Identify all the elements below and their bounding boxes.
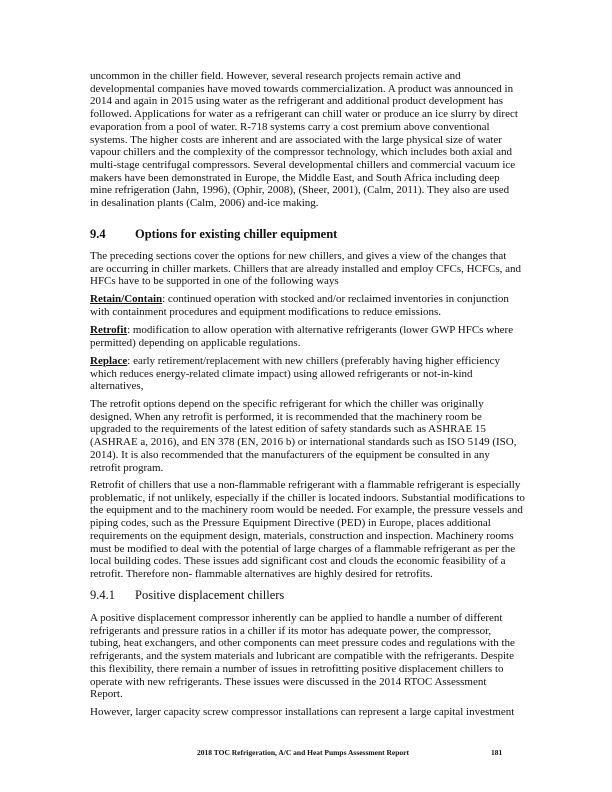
option-retain-contain bbox=[90, 293, 530, 318]
text-line: refrigerants, and the system materials and lubricant are compatible with the refrigerants. Despite bbox=[90, 650, 514, 663]
paragraph-retrofit-options bbox=[90, 398, 530, 474]
footer-report-title: 2018 TOC Refrigeration, A/C and Heat Pumps Assessment Report bbox=[197, 748, 410, 757]
page-number: 181 bbox=[491, 748, 503, 757]
section-number: 9.4.1 bbox=[90, 588, 115, 602]
section-number: 9.4 bbox=[90, 227, 106, 241]
text-line: with containment procedures and equipment modifications to reduce emissions. bbox=[90, 305, 441, 318]
text-line: the equipment and to the machinery room would be needed. For example, the pressure vessels and bbox=[90, 504, 523, 517]
text-line: 2014). It is also recommended that the manufacturers of the equipment be consulted in any bbox=[90, 448, 490, 461]
text-line: retrofit. Therefore non- flammable alternatives are highly desired for retrofits. bbox=[90, 567, 433, 580]
paragraph-screw-compressor bbox=[90, 706, 530, 719]
section-heading-9-4-1 bbox=[90, 589, 530, 602]
text-line: this flexibility, there remain a number of issues in retrofitting positive displacement chillers to bbox=[90, 662, 504, 675]
text-line: multi-stage centrifugal compressors. Several developmental chillers and commercial vacuum ice bbox=[90, 158, 516, 171]
text-line: are occurring in chiller markets. Chillers that are already installed and employ CFCs, HCFCs, and bbox=[90, 262, 522, 275]
term-retrofit: Retrofit bbox=[90, 324, 128, 336]
text-line: designed. When any retrofit is performed, it is recommended that the machinery room be bbox=[90, 410, 482, 423]
text-line: piping codes, such as the Pressure Equipment Directive (PED) in Europe, places additional bbox=[90, 517, 491, 530]
text-line: local building codes. These issues add significant cost and clouds the economic feasibility of a bbox=[90, 555, 506, 568]
text-line: However, larger capacity screw compressor installations can represent a large capital investment bbox=[90, 706, 515, 718]
text-line: upgraded to the requirements of the latest edition of safety standards such as ASHRAE 15 bbox=[90, 423, 486, 436]
text-line: vapour chillers and the complexity of the compressor technology, which includes both axial and bbox=[90, 146, 513, 159]
definition-rest bbox=[90, 368, 530, 393]
definition-rest bbox=[90, 337, 530, 350]
text-line: 2014 and again in 2015 using water as the refrigerant and additional product development has bbox=[90, 95, 503, 108]
term-replace: Replace bbox=[90, 355, 128, 367]
text-line: tubing, heat exchangers, and other components can meet pressure codes and regulations with the bbox=[90, 637, 515, 650]
paragraph-flammable-retrofit bbox=[90, 479, 530, 581]
paragraph-preceding bbox=[90, 250, 530, 288]
definition-rest bbox=[90, 306, 530, 319]
definition: : early retirement/replacement with new chillers (preferably having higher efficiency bbox=[127, 355, 500, 367]
text-line: mine refrigeration (Jahn, 1996), (Ophir, 2008), (Sheer, 2001), (Calm, 2011). They also are used bbox=[90, 184, 510, 197]
text-line: refrigerants and pressure ratios in a chiller if its motor has adequate power, the compressor, bbox=[90, 624, 492, 637]
section-heading-9-4 bbox=[90, 228, 530, 241]
text-line: developmental companies have moved towards commercialization. A product was announced in bbox=[90, 82, 514, 95]
text-line: which reduces energy-related climate impact) using allowed refrigerants or not-in-kind bbox=[90, 367, 473, 380]
text-line: permitted) depending on applicable regulations. bbox=[90, 336, 301, 349]
text-line: A positive displacement compressor inherently can be applied to handle a number of different bbox=[90, 612, 503, 624]
text-line: must be modified to deal with the potential of large charges of a flammable refrigerant as per the bbox=[90, 542, 516, 555]
paragraph-r718 bbox=[90, 70, 530, 210]
text-line: The preceding sections cover the options for new chillers, and gives a view of the changes that bbox=[90, 250, 507, 262]
term-retain-contain: Retain/Contain bbox=[90, 293, 163, 305]
definition: : modification to allow operation with alternative refrigerants (lower GWP HFCs where bbox=[127, 324, 514, 336]
text-line: Retrofit of chillers that use a non-flammable refrigerant with a flammable refrigerant is especially bbox=[90, 479, 521, 491]
text-line: evaporation from a pool of water. R-718 systems carry a cost premium above conventional bbox=[90, 120, 490, 133]
text-line: The retrofit options depend on the specific refrigerant for which the chiller was originally bbox=[90, 398, 484, 410]
text-line: retrofit program. bbox=[90, 461, 164, 474]
section-title: Options for existing chiller equipment bbox=[135, 227, 338, 241]
text-line: uncommon in the chiller field. However, several research projects remain active and bbox=[90, 70, 461, 82]
text-line: operate with new refrigerants. These issues were discussed in the 2014 RTOC Assessment bbox=[90, 675, 487, 688]
option-replace bbox=[90, 355, 530, 393]
text-line: problematic, if not unlikely, especially if the chiller is located indoors. Substantial modifications to bbox=[90, 491, 525, 504]
text-line: in desalination plants (Calm, 2006) and-ice making. bbox=[90, 197, 319, 210]
text-line: systems. The higher costs are inherent and are associated with the large physical size of water bbox=[90, 133, 502, 146]
text-line: HFCs have to be supported in one of the following ways bbox=[90, 275, 339, 288]
text-line: requirements on the equipment design, materials, construction and inspection. Machinery rooms bbox=[90, 529, 514, 542]
text-line: (ASHRAE a, 2016), and EN 378 (EN, 2016 b) or international standards such as ISO 5149 (ISO, bbox=[90, 436, 517, 449]
text-line: makers have been demonstrated in Europe, the Middle East, and South Africa including deep bbox=[90, 171, 500, 184]
text-line: alternatives, bbox=[90, 380, 144, 393]
option-retrofit bbox=[90, 324, 530, 349]
section-title: Positive displacement chillers bbox=[135, 588, 285, 602]
text-line: followed. Applications for water as a refrigerant can chill water or produce an ice slurry by direct bbox=[90, 108, 518, 121]
definition: : continued operation with stocked and/or reclaimed inventories in conjunction bbox=[162, 293, 509, 305]
text-line: Report. bbox=[90, 688, 123, 701]
paragraph-positive-displacement bbox=[90, 612, 530, 701]
